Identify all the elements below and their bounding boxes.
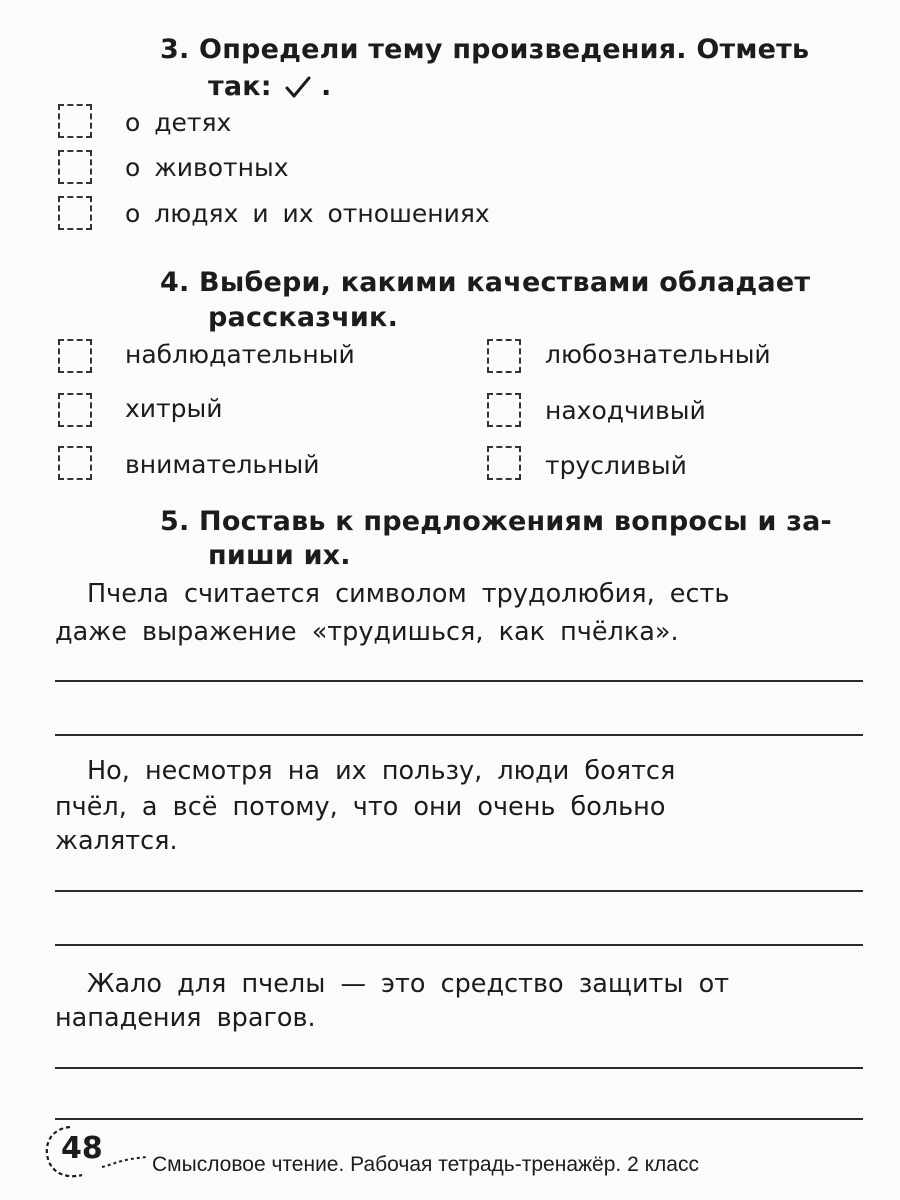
sentence2-line3: жалятся. bbox=[55, 826, 178, 856]
answer-line[interactable] bbox=[55, 1118, 863, 1120]
task3-heading-tak: так: bbox=[208, 71, 272, 102]
task4-option-cowardly: трусливый bbox=[545, 451, 687, 480]
sentence1-line1: Пчела считается символом трудолюбия, есть bbox=[87, 579, 730, 609]
checkbox-icon[interactable] bbox=[487, 446, 521, 480]
task4-heading-line1: 4. Выбери, какими качествами обладает bbox=[160, 267, 811, 298]
task4-option-resourceful: находчивый bbox=[545, 396, 706, 425]
task4-option-curious: любознательный bbox=[545, 340, 771, 369]
checkmark-icon bbox=[285, 74, 311, 108]
task3-option-children: о детях bbox=[125, 108, 232, 137]
task4-option-cunning: хитрый bbox=[125, 394, 223, 423]
checkbox-icon[interactable] bbox=[58, 104, 92, 138]
task5-heading-line2: пиши их. bbox=[208, 540, 351, 571]
page-number: 48 bbox=[61, 1131, 103, 1166]
answer-line[interactable] bbox=[55, 734, 863, 736]
sentence3-line1: Жало для пчелы — это средство защиты от bbox=[87, 969, 730, 999]
answer-line[interactable] bbox=[55, 1067, 863, 1069]
task4-heading-line2: рассказчик. bbox=[208, 302, 399, 333]
task3-option-animals: о животных bbox=[125, 153, 289, 182]
task4-option-attentive: внимательный bbox=[125, 450, 320, 479]
answer-line[interactable] bbox=[55, 890, 863, 892]
checkbox-icon[interactable] bbox=[58, 196, 92, 230]
task5-heading-line1: 5. Поставь к предложениям вопросы и за- bbox=[160, 506, 832, 537]
task3-heading-line1: 3. Определи тему произведения. Отметь bbox=[160, 34, 810, 65]
sentence3-line2: нападения врагов. bbox=[55, 1003, 316, 1033]
task3-heading-line2 bbox=[208, 70, 331, 108]
checkbox-icon[interactable] bbox=[487, 393, 521, 427]
checkbox-icon[interactable] bbox=[58, 446, 92, 480]
answer-line[interactable] bbox=[55, 944, 863, 946]
task4-option-observant: наблюдательный bbox=[125, 340, 355, 369]
task3-heading-period: . bbox=[321, 71, 332, 102]
checkbox-icon[interactable] bbox=[58, 393, 92, 427]
checkbox-icon[interactable] bbox=[487, 339, 521, 373]
checkbox-icon[interactable] bbox=[58, 150, 92, 184]
answer-line[interactable] bbox=[55, 680, 863, 682]
sentence1-line2: даже выражение «трудишься, как пчёлка». bbox=[55, 617, 679, 647]
sentence2-line1: Но, несмотря на их пользу, люди боятся bbox=[87, 756, 676, 786]
task3-option-people: о людях и их отношениях bbox=[125, 199, 490, 228]
book-title: Смысловое чтение. Рабочая тетрадь-тренажёр. 2 класс bbox=[152, 1153, 699, 1176]
checkbox-icon[interactable] bbox=[58, 339, 92, 373]
sentence2-line2: пчёл, а всё потому, что они очень больно bbox=[55, 792, 666, 822]
